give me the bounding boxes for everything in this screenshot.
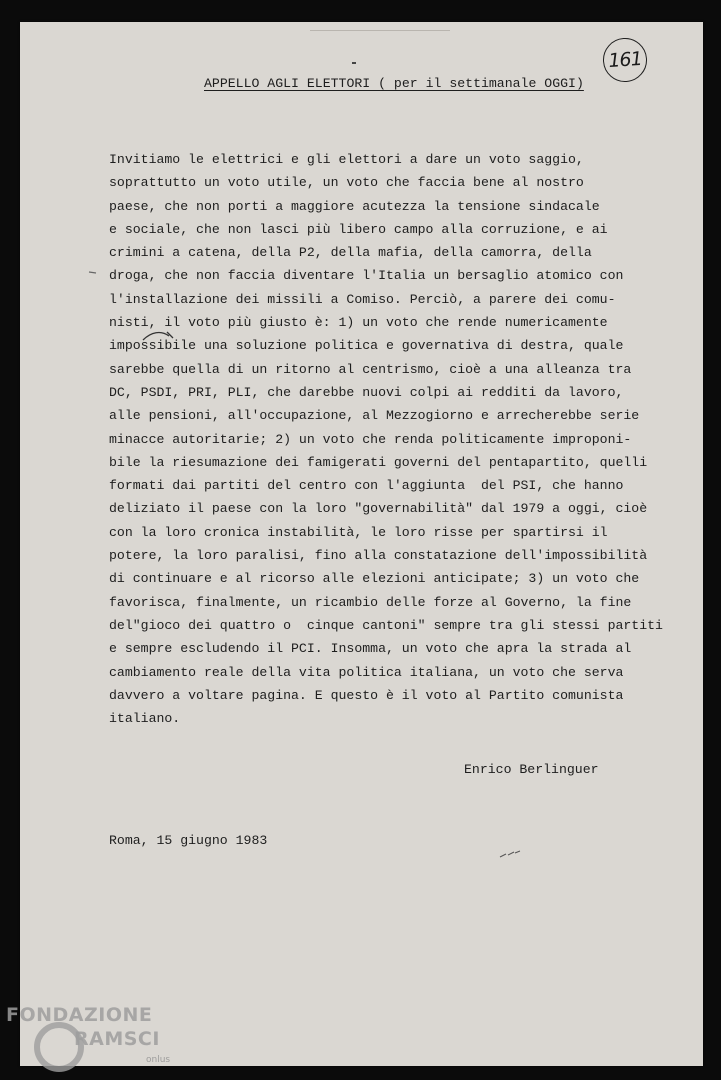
body-line: DC, PSDI, PRI, PLI, che darebbe nuovi colpi ai redditi da lavoro, bbox=[109, 384, 624, 400]
watermark-line-3: onlus bbox=[146, 1055, 171, 1065]
body-line: deliziato il paese con la loro "governabilità" dal 1979 a oggi, cioè bbox=[109, 501, 648, 517]
margin-tick-mark bbox=[88, 268, 98, 276]
body-line: paese, che non porti a maggiore acutezza la tensione sindacale bbox=[109, 198, 600, 214]
signature: Enrico Berlinguer bbox=[464, 762, 599, 777]
body-line: impossibile una soluzione politica e governativa di destra, quale bbox=[109, 338, 624, 354]
document-body bbox=[109, 148, 689, 730]
watermark-line-1: FONDAZIONE bbox=[6, 1004, 153, 1026]
handwritten-correction-mark bbox=[141, 328, 177, 344]
body-line: formati dai partiti del centro con l'aggiunta del PSI, che hanno bbox=[109, 478, 624, 494]
body-line: sarebbe quella di un ritorno al centrismo, cioè a una alleanza tra bbox=[109, 361, 632, 377]
pen-scribble-mark bbox=[498, 848, 522, 860]
page-number-circled: 161 bbox=[602, 37, 649, 84]
body-line: potere, la loro paralisi, fino alla constatazione dell'impossibilità bbox=[109, 548, 648, 564]
ink-dot bbox=[352, 62, 356, 64]
body-line: bile la riesumazione dei famigerati governi del pentapartito, quelli bbox=[109, 454, 648, 470]
body-line: e sociale, che non lasci più libero campo alla corruzione, e ai bbox=[109, 221, 608, 237]
document-page bbox=[20, 22, 703, 1066]
body-line: crimini a catena, della P2, della mafia, della camorra, della bbox=[109, 245, 592, 261]
watermark-line-2: RAMSCI bbox=[74, 1028, 160, 1050]
body-line: droga, che non faccia diventare l'Italia un bersaglio atomico con bbox=[109, 268, 624, 284]
body-line: del"gioco dei quattro o cinque cantoni" sempre tra gli stessi partiti bbox=[109, 617, 663, 633]
body-line: Invitiamo le elettrici e gli elettori a dare un voto saggio, bbox=[109, 152, 584, 167]
document-title: APPELLO AGLI ELETTORI ( per il settimanale OGGI) bbox=[204, 76, 584, 91]
body-line: favorisca, finalmente, un ricambio delle forze al Governo, la fine bbox=[109, 594, 632, 610]
fondazione-gramsci-watermark bbox=[4, 1000, 184, 1072]
body-line: con la loro cronica instabilità, le loro risse per spartirsi il bbox=[109, 524, 608, 540]
body-line: minacce autoritarie; 2) un voto che renda politicamente improponi- bbox=[109, 431, 632, 447]
body-line: alle pensioni, all'occupazione, al Mezzogiorno e arrecherebbe serie bbox=[109, 408, 640, 424]
body-line: di continuare e al ricorso alle elezioni anticipate; 3) un voto che bbox=[109, 571, 640, 587]
body-line: davvero a voltare pagina. E questo è il voto al Partito comunista bbox=[109, 687, 624, 703]
body-line: nisti, il voto più giusto è: 1) un voto che rende numericamente bbox=[109, 315, 608, 331]
body-line: l'installazione dei missili a Comiso. Perciò, a parere dei comu- bbox=[109, 291, 616, 307]
body-line: soprattutto un voto utile, un voto che faccia bene al nostro bbox=[109, 175, 584, 191]
body-line: italiano. bbox=[109, 711, 181, 727]
body-line: cambiamento reale della vita politica italiana, un voto che serva bbox=[109, 664, 624, 680]
top-edge-mark bbox=[310, 30, 450, 31]
place-date: Roma, 15 giugno 1983 bbox=[109, 833, 268, 848]
body-line: e sempre escludendo il PCI. Insomma, un voto che apra la strada al bbox=[109, 641, 632, 657]
